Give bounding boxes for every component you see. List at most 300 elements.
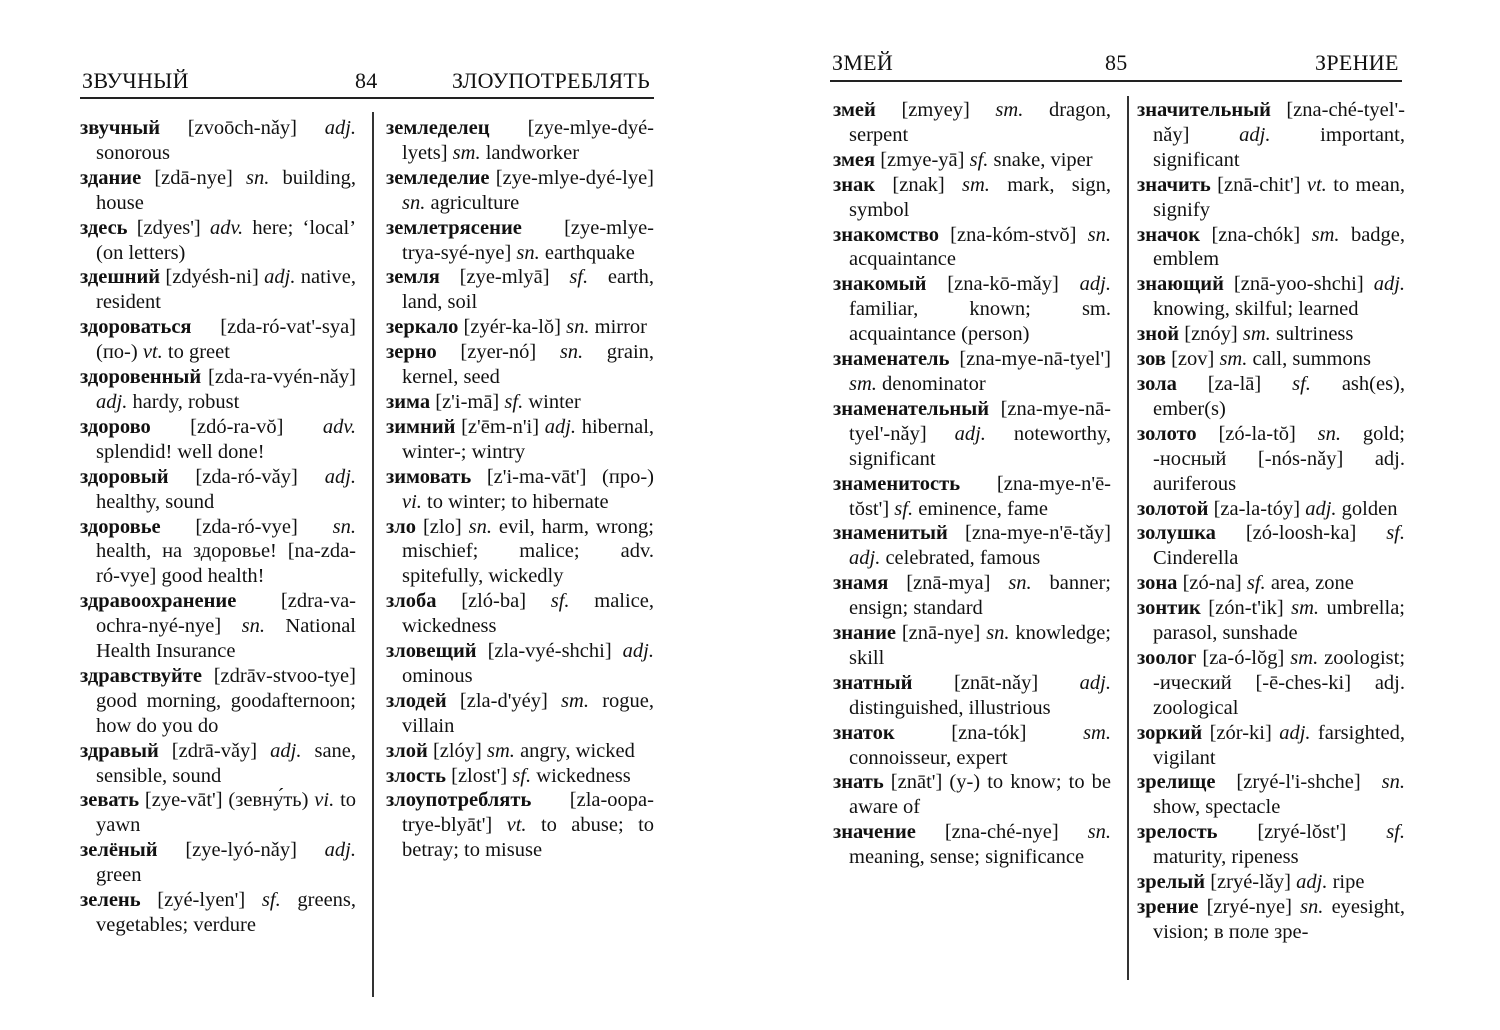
headword: здравоохранение — [80, 590, 237, 613]
pronunciation: [zna-mye-nā-tyel'] — [959, 348, 1111, 371]
definition: ripe — [1332, 871, 1365, 894]
definition: angry, wicked — [520, 739, 635, 762]
dictionary-entry — [833, 173, 1111, 223]
dictionary-entry — [1137, 372, 1405, 422]
part-of-speech: vt. — [506, 814, 527, 837]
pronunciation: [za-la-tóy] — [1213, 497, 1301, 520]
headword: злой — [386, 739, 428, 762]
headword: звучный — [80, 117, 161, 139]
part-of-speech: sm. — [561, 689, 589, 712]
pronunciation: [zna-mye-n'ē-tǎy] — [965, 522, 1111, 545]
headword: зевать — [80, 789, 140, 812]
pronunciation: [zna-mye-nā-tyel'-nǎy] — [849, 397, 1111, 445]
headword: зной — [1137, 323, 1180, 346]
pronunciation: [zov] — [1171, 348, 1215, 371]
page-number: 84 — [355, 68, 378, 93]
pronunciation: [zdra-va-ochra-nyé-nye] — [96, 590, 356, 638]
part-of-speech: adj. — [544, 415, 577, 438]
pronunciation: [znā-nye] — [901, 622, 981, 645]
part-of-speech: sm. — [1219, 348, 1248, 371]
dictionary-entry — [80, 166, 356, 216]
definition: wickedness — [536, 764, 631, 787]
part-of-speech: sm. — [962, 173, 990, 196]
pronunciation: [zyer-nó] — [460, 341, 537, 364]
part-of-speech: sn. — [1087, 223, 1111, 246]
pronunciation: [z'i-ma-vāt'] (про-) — [486, 465, 654, 488]
part-of-speech: adj. — [264, 266, 296, 289]
definition: knowledge; skill — [849, 622, 1112, 669]
dictionary-entry — [386, 315, 654, 340]
right-page — [760, 0, 1500, 1030]
definition: connoisseur, expert — [849, 746, 1008, 769]
headword: зов — [1137, 348, 1166, 371]
dictionary-entry — [80, 664, 356, 739]
dictionary-entry — [833, 148, 1111, 173]
part-of-speech: sm. — [452, 141, 481, 164]
part-of-speech: sm. — [487, 739, 515, 762]
definition: badge, emblem — [1153, 223, 1406, 271]
part-of-speech: adj. — [1239, 123, 1271, 146]
definition: health, на здоровье! [na-zda-ró-vye] good health! — [96, 540, 356, 588]
pronunciation: [zdyes'] — [136, 216, 201, 239]
definition: malice, wickedness — [402, 590, 655, 638]
definition: earthquake — [544, 241, 635, 264]
headword: здание — [80, 166, 142, 189]
pronunciation: [zryé-lŏst'] — [1257, 821, 1347, 844]
dictionary-entry — [1137, 173, 1405, 223]
definition: banner; ensign; standard — [849, 572, 1112, 620]
definition: meaning, sense; significance — [849, 846, 1085, 869]
pronunciation: [zla-d'yéy] — [459, 689, 548, 712]
part-of-speech: adj. — [1079, 671, 1111, 694]
part-of-speech: sn. — [1087, 821, 1112, 844]
dictionary-entry — [386, 216, 654, 266]
pronunciation: [zdrā-vǎy] — [171, 739, 258, 762]
pronunciation: [zye-mlye-trya-syé-nye] — [402, 216, 654, 264]
definition: important, significant — [1153, 123, 1406, 171]
headword: знание — [833, 622, 897, 645]
dictionary-entry — [80, 365, 356, 415]
definition: winter — [528, 390, 581, 413]
definition: eyesight, vision; в поле зре- — [1153, 896, 1406, 943]
part-of-speech: sm. — [1083, 721, 1111, 744]
part-of-speech: adj. — [1279, 721, 1311, 744]
pronunciation: [zón-t'ik] — [1208, 597, 1284, 620]
dictionary-entry — [386, 689, 654, 739]
part-of-speech: vt. — [1306, 173, 1327, 196]
definition: mark, sign, symbol — [849, 173, 1112, 221]
headword: зло — [386, 515, 416, 538]
left-page — [0, 0, 700, 1030]
part-of-speech: sm. — [1290, 646, 1319, 669]
dictionary-entry — [833, 571, 1111, 621]
headword: зерно — [386, 341, 437, 364]
part-of-speech: sn. — [1008, 572, 1032, 595]
dictionary-entry — [80, 415, 356, 465]
pronunciation: [z'ēm-n'i] — [461, 415, 540, 438]
pronunciation: [zlo] — [422, 515, 462, 538]
part-of-speech: sf. — [569, 266, 589, 289]
part-of-speech: sf. — [894, 497, 914, 520]
pronunciation: [zye-mlyā] — [459, 266, 550, 289]
pronunciation: [znā-chit'] — [1217, 173, 1301, 196]
dictionary-entry — [386, 265, 654, 315]
dictionary-entry — [1137, 322, 1405, 347]
part-of-speech: sn. — [1317, 422, 1342, 445]
part-of-speech: vt. — [142, 341, 163, 364]
dictionary-entry — [386, 390, 654, 415]
headword: золотой — [1137, 497, 1209, 520]
pronunciation: [zna-tók] — [951, 721, 1027, 744]
dictionary-entry — [386, 764, 654, 789]
headword: злодей — [386, 689, 447, 712]
column-left — [833, 98, 1111, 870]
part-of-speech: adj. — [954, 422, 986, 445]
headword: зимовать — [386, 465, 472, 488]
headword: зрение — [1137, 896, 1199, 918]
headword: здоровый — [80, 465, 169, 488]
pronunciation: [zyé-lyen'] — [157, 889, 246, 912]
part-of-speech: sn. — [559, 341, 584, 364]
dictionary-entry — [1137, 272, 1405, 322]
headword: злоупотреблять — [386, 789, 532, 812]
pronunciation: [zdyésh-ni] — [165, 266, 259, 289]
column-divider — [372, 112, 374, 997]
headword: здесь — [80, 216, 128, 239]
headword: здешний — [80, 266, 161, 289]
definition: farsighted, vigilant — [1153, 721, 1406, 769]
pronunciation: [zda-ró-vat'-sya] (по-) — [96, 316, 356, 364]
dictionary-entry — [80, 739, 356, 789]
dictionary-entry — [386, 166, 654, 216]
part-of-speech: sf. — [512, 764, 532, 787]
part-of-speech: adv. — [209, 216, 244, 239]
part-of-speech: sf. — [261, 889, 281, 912]
headword: знатный — [833, 671, 913, 694]
part-of-speech: sm. — [1291, 597, 1320, 620]
pronunciation: [zda-ra-vyén-nǎy] — [208, 366, 356, 389]
definition: mirror — [594, 316, 647, 339]
dictionary-entry — [80, 515, 356, 590]
pronunciation: [zyér-ka-lŏ] — [463, 316, 562, 339]
headword: зола — [1137, 372, 1177, 395]
pronunciation: [znā-yoo-shchi] — [1233, 273, 1364, 296]
part-of-speech: sn. — [1300, 896, 1324, 918]
part-of-speech: sn. — [332, 515, 356, 538]
headword: зима — [386, 390, 431, 413]
page-number: 85 — [1105, 50, 1128, 75]
header-rule — [80, 97, 654, 99]
part-of-speech: sn. — [566, 316, 590, 339]
part-of-speech: sm. — [995, 99, 1024, 121]
pronunciation: [zryé-l'i-shche] — [1236, 771, 1361, 794]
definition: celebrated, famous — [885, 547, 1041, 570]
headword: знаток — [833, 721, 895, 744]
dictionary-entry — [386, 340, 654, 390]
part-of-speech: adj. — [324, 465, 357, 488]
pronunciation: [zdrāv-stvoo-tye] — [213, 664, 356, 687]
pronunciation: [zda-ró-vye] — [195, 515, 298, 538]
headword: зелень — [80, 889, 141, 912]
definition: splendid! well done! — [96, 440, 265, 463]
headword: зелёный — [80, 839, 158, 862]
part-of-speech: sf. — [1386, 821, 1406, 844]
pronunciation: [zna-kō-mǎy] — [947, 273, 1059, 296]
dictionary-entry — [386, 465, 654, 515]
headword: змей — [833, 99, 876, 121]
definition: sonorous — [96, 141, 171, 164]
pronunciation: [zna-ché-tyel'-nǎy] — [1153, 99, 1405, 146]
column-right — [386, 116, 654, 863]
definition: to know; to be aware of — [849, 771, 1112, 819]
headword: здоровенный — [80, 366, 202, 389]
definition: to winter; to hibernate — [427, 490, 609, 513]
definition: grain, kernel, seed — [402, 341, 655, 389]
dictionary-entry — [833, 397, 1111, 472]
definition: sultriness — [1275, 323, 1354, 346]
pronunciation: [zló-ba] — [461, 590, 527, 613]
definition: to greet — [167, 341, 230, 364]
dictionary-entry — [80, 888, 356, 938]
definition: golden — [1341, 497, 1398, 520]
headword: значить — [1137, 173, 1211, 196]
part-of-speech: sf. — [969, 148, 989, 171]
part-of-speech: adj. — [1079, 273, 1111, 296]
definition: landworker — [485, 141, 580, 164]
header-rule — [830, 80, 1402, 82]
part-of-speech: adj. — [1373, 273, 1406, 296]
definition: call, summons — [1252, 348, 1371, 371]
dictionary-entry — [1137, 571, 1405, 596]
definition: National Health Insurance — [96, 615, 356, 663]
part-of-speech: sf. — [504, 390, 524, 413]
pronunciation: [zye-lyó-nǎy] — [185, 839, 297, 862]
dictionary-entry — [80, 838, 356, 888]
headword: зеркало — [386, 316, 459, 339]
pronunciation: [znak] — [892, 173, 945, 196]
definition: hibernal, winter-; wintry — [402, 415, 655, 463]
definition: agriculture — [430, 191, 520, 214]
headword: знающий — [1137, 273, 1224, 296]
pronunciation: [zó-loosh-ka] — [1245, 522, 1357, 545]
part-of-speech: sf. — [550, 590, 570, 613]
pronunciation: [zdó-ra-vŏ] — [190, 415, 284, 438]
dictionary-entry — [833, 98, 1111, 148]
definition: rogue, villain — [402, 689, 654, 737]
pronunciation: [zna-kóm-stvŏ] — [950, 223, 1077, 246]
definition: to yawn — [96, 789, 357, 837]
definition: eminence, fame — [918, 497, 1048, 520]
headword: земледелие — [386, 166, 490, 189]
definition: evil, harm, wrong; mischief; malice; adv. spitefully, wickedly — [402, 515, 655, 588]
headword: знаменитый — [833, 522, 948, 545]
part-of-speech: sn. — [246, 166, 270, 189]
dictionary-entry — [1137, 223, 1405, 273]
part-of-speech: sf. — [1292, 372, 1311, 395]
headword: земледелец — [386, 117, 490, 139]
definition: green — [96, 864, 142, 887]
headword: змея — [833, 148, 876, 171]
headword: зрелость — [1137, 821, 1218, 844]
definition: greens, vegetables; verdure — [96, 889, 357, 936]
dictionary-entry — [833, 521, 1111, 571]
definition: area, zone — [1270, 572, 1354, 595]
dictionary-entry — [1137, 870, 1405, 895]
headword: знамя — [833, 572, 889, 595]
pronunciation: [zye-vāt'] (зевну́ть) — [144, 789, 309, 812]
dictionary-entry — [80, 265, 356, 315]
definition: earth, land, soil — [402, 266, 654, 314]
pronunciation: [zye-mlye-dyé-lyets] — [402, 117, 654, 164]
definition: snake, viper — [993, 148, 1093, 171]
definition: knowing, skilful; learned — [1153, 298, 1359, 321]
column-divider — [1127, 96, 1129, 980]
definition: gold; -носный [-nós-nǎy] adj. auriferous — [1153, 422, 1405, 495]
dictionary-entry — [386, 415, 654, 465]
part-of-speech: sf. — [1246, 572, 1266, 595]
headword: землетрясение — [386, 216, 522, 239]
guide-word-last: ЗЛОУПОТРЕБЛЯТЬ — [452, 68, 651, 93]
headword: здорово — [80, 415, 151, 438]
definition: here; ‘local’ (on letters) — [96, 216, 357, 264]
definition: building, house — [96, 166, 356, 214]
dictionary-entry — [80, 589, 356, 664]
definition: acquaintance — [849, 248, 956, 271]
headword: золото — [1137, 422, 1197, 445]
headword: здравствуйте — [80, 664, 202, 687]
definition: denominator — [882, 372, 986, 395]
dictionary-entry — [1137, 347, 1405, 372]
dictionary-entry — [386, 788, 654, 863]
pronunciation: [znā-mya] — [906, 572, 991, 595]
guide-word-first: ЗМЕЙ — [832, 50, 894, 75]
pronunciation: [zryé-nye] — [1206, 896, 1292, 918]
column-left — [80, 116, 356, 938]
definition: zoologist; -ический [-ē-ches-ki] adj. zoological — [1153, 646, 1406, 719]
dictionary-entry — [80, 315, 356, 365]
definition: dragon, serpent — [849, 99, 1112, 146]
dictionary-entry — [386, 116, 654, 166]
headword: знак — [833, 173, 876, 196]
pronunciation: [zdā-nye] — [154, 166, 233, 189]
dictionary-entry — [833, 272, 1111, 347]
pronunciation: [z'i-mā] — [435, 390, 500, 413]
pronunciation: [zó-na] — [1182, 572, 1242, 595]
part-of-speech: sm. — [1242, 323, 1271, 346]
dictionary-entry — [386, 515, 654, 590]
part-of-speech: adj. — [1305, 497, 1337, 520]
guide-word-last: ЗРЕНИЕ — [1315, 50, 1399, 75]
dictionary-entry — [1137, 596, 1405, 646]
dictionary-entry — [833, 770, 1111, 820]
pronunciation: [zmye-yā] — [880, 148, 965, 171]
headword: знакомство — [833, 223, 940, 246]
part-of-speech: sn. — [241, 615, 265, 638]
pronunciation: [zye-mlye-dyé-lye] — [495, 166, 654, 189]
headword: знаменитость — [833, 472, 961, 495]
dictionary-entry — [386, 589, 654, 639]
part-of-speech: adj. — [622, 640, 654, 663]
dictionary-entry — [833, 721, 1111, 771]
definition: hardy, robust — [132, 390, 240, 413]
dictionary-entry — [833, 820, 1111, 870]
part-of-speech: sn. — [516, 241, 540, 264]
headword: значок — [1137, 223, 1201, 246]
dictionary-entry — [1137, 521, 1405, 571]
headword: зоолог — [1137, 646, 1197, 669]
part-of-speech: adv. — [322, 415, 357, 438]
headword: знакомый — [833, 273, 927, 296]
dictionary-entry — [1137, 895, 1405, 945]
part-of-speech: adj. — [849, 547, 881, 570]
dictionary-entry — [833, 347, 1111, 397]
dictionary-entry — [833, 621, 1111, 671]
headword: зонтик — [1137, 597, 1201, 620]
part-of-speech: sm. — [849, 372, 877, 395]
part-of-speech: vi. — [314, 789, 335, 812]
part-of-speech: sm. — [1311, 223, 1340, 246]
definition: sane, sensible, sound — [96, 739, 357, 787]
definition: umbrella; parasol, sunshade — [1153, 597, 1405, 645]
part-of-speech: sn. — [402, 191, 426, 214]
dictionary-entry — [80, 116, 356, 166]
definition: maturity, ripeness — [1153, 846, 1299, 869]
dictionary-entry — [386, 639, 654, 689]
pronunciation: [zvoōch-nǎy] — [187, 117, 298, 139]
pronunciation: [zlóy] — [432, 739, 482, 762]
dictionary-entry — [833, 671, 1111, 721]
pronunciation: [znāt-nǎy] — [953, 671, 1039, 694]
part-of-speech: adj. — [324, 117, 357, 139]
part-of-speech: sn. — [468, 515, 492, 538]
pronunciation: [za-ó-lŏg] — [1202, 646, 1285, 669]
headword: значительный — [1137, 99, 1271, 121]
headword: земля — [386, 266, 440, 289]
headword: зловещий — [386, 640, 477, 663]
headword: здравый — [80, 739, 159, 762]
headword: золушка — [1137, 522, 1216, 545]
part-of-speech: adj. — [324, 839, 356, 862]
pronunciation: [zla-vyé-shchi] — [487, 640, 612, 663]
dictionary-entry — [80, 465, 356, 515]
dictionary-entry — [833, 223, 1111, 273]
pronunciation: [zna-mye-n'ē-tŏst'] — [849, 472, 1111, 520]
part-of-speech: vi. — [402, 490, 422, 513]
part-of-speech: adj. — [96, 390, 128, 413]
pronunciation: [zda-ró-vǎy] — [195, 465, 298, 488]
dictionary-entry — [833, 472, 1111, 522]
pronunciation: [znóy] — [1184, 323, 1238, 346]
pronunciation: [znāt'] (у-) — [890, 771, 981, 794]
pronunciation: [zór-ki] — [1209, 721, 1272, 744]
column-right — [1137, 98, 1405, 945]
headword: знаменатель — [833, 348, 950, 371]
headword: злоба — [386, 590, 437, 613]
definition: native, resident — [96, 266, 357, 314]
part-of-speech: sf. — [1386, 522, 1406, 545]
pronunciation: [zmyey] — [901, 99, 970, 121]
pronunciation: [zna-ché-nye] — [944, 821, 1059, 844]
headword: знать — [833, 771, 884, 794]
dictionary-entry — [1137, 497, 1405, 522]
part-of-speech: adj. — [270, 739, 302, 762]
pronunciation: [zna-chók] — [1211, 223, 1301, 246]
headword: зона — [1137, 572, 1178, 595]
pronunciation: [zryé-lǎy] — [1210, 871, 1291, 894]
definition: show, spectacle — [1153, 796, 1281, 819]
headword: знаменательный — [833, 397, 990, 420]
definition: to mean, signify — [1153, 173, 1406, 221]
